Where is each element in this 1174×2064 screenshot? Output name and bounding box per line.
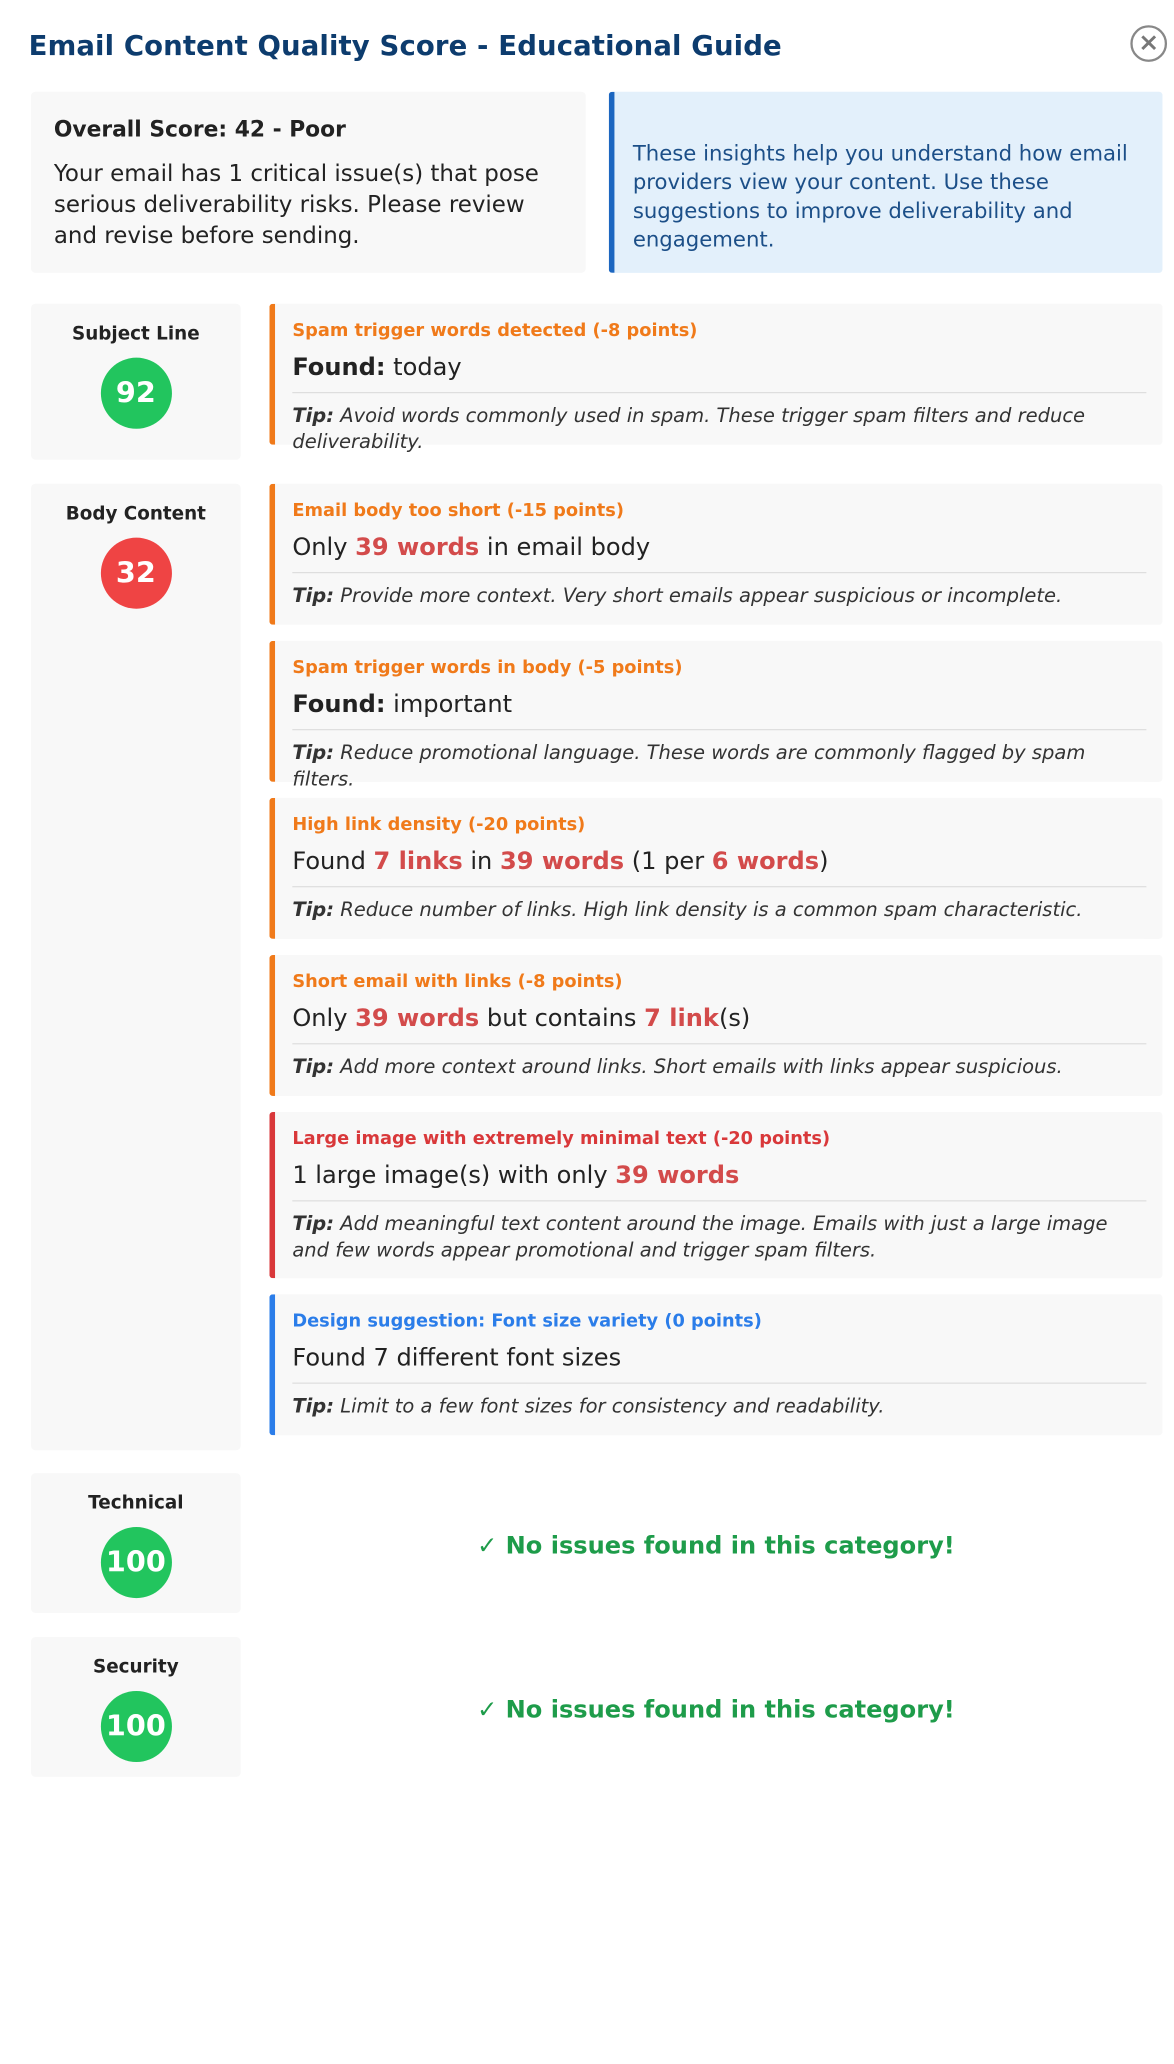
tip-label: Tip: — [292, 1395, 335, 1419]
issue-header: Spam trigger words detected (-8 points) — [292, 319, 698, 341]
detail-text: Found 7 different font sizes — [292, 1343, 622, 1372]
detail-highlight: 39 words — [499, 847, 625, 875]
issue-tip — [292, 1394, 1146, 1420]
detail-text: ) — [819, 847, 829, 875]
category-name: Technical — [88, 1491, 184, 1514]
issue-card — [269, 641, 1162, 792]
tip-text: Provide more context. Very short emails appear suspicious or incomplete. — [340, 584, 1063, 608]
issue-header: Email body too short (-15 points) — [292, 499, 625, 521]
issue-detail — [292, 1344, 1146, 1372]
issue-card — [269, 1294, 1162, 1435]
tip-text: Reduce promotional language. These words are commonly flagged by spam filters. — [292, 741, 1086, 792]
category-name: Body Content — [65, 502, 206, 524]
tip-label: Tip: — [292, 898, 335, 922]
divider — [292, 886, 1146, 887]
tip-label: Tip: — [292, 404, 335, 428]
detail-highlight: 39 words — [355, 1004, 480, 1032]
category-score: 92 — [100, 358, 171, 429]
divider — [292, 1043, 1146, 1044]
category-body-content — [31, 484, 241, 1450]
issue-detail — [292, 533, 1146, 561]
tip-text: Reduce number of links. High link density is a common spam characteristic. — [340, 898, 1083, 922]
divider — [292, 392, 1146, 393]
detail-text: 1 large image(s) with only — [292, 1161, 608, 1189]
tip-text: Avoid words commonly used in spam. These trigger spam filters and reduce deliverability. — [292, 404, 1086, 454]
detail-highlight: 7 links — [373, 847, 463, 875]
issue-tip — [292, 1212, 1146, 1265]
detail-text: in email body — [486, 533, 651, 561]
issue-card — [269, 1112, 1162, 1278]
detail-text: in — [470, 847, 493, 875]
issue-header: Design suggestion: Font size variety (0 points) — [292, 1310, 762, 1331]
issue-detail — [292, 1161, 1146, 1189]
divider — [292, 729, 1146, 730]
issue-detail — [292, 1004, 1146, 1032]
issue-card — [269, 484, 1162, 625]
category-name: Subject Line — [72, 322, 200, 344]
category-score: 32 — [100, 538, 171, 609]
tip-label: Tip: — [292, 741, 335, 765]
category-subject-line — [31, 304, 241, 460]
issue-tip — [292, 898, 1146, 924]
overall-score-text: Overall Score: 42 - Poor — [53, 116, 346, 143]
found-label: Found: — [292, 353, 386, 381]
tip-text: Add meaningful text content around the image. Emails with just a large image and few words appear promotional and trigger spam filters. — [292, 1212, 1108, 1263]
overall-score-card — [31, 92, 586, 273]
divider — [292, 1200, 1146, 1201]
issue-detail — [292, 690, 1146, 718]
detail-text: (1 per — [631, 847, 705, 875]
tip-label: Tip: — [292, 584, 335, 608]
issue-detail — [292, 353, 1146, 381]
info-text: These insights help you understand how email providers view your content. Use these suggestions to improve deliverability and engagement. — [632, 142, 1128, 253]
tip-text: Limit to a few font sizes for consistency and readability. — [340, 1395, 885, 1419]
no-issues-message: ✓ No issues found in this category! — [477, 1531, 955, 1560]
category-technical — [31, 1473, 241, 1613]
tip-label: Tip: — [292, 1055, 335, 1079]
tip-label: Tip: — [292, 1212, 335, 1236]
issue-header: Spam trigger words in body (-5 points) — [292, 656, 683, 678]
found-label: Found: — [292, 690, 386, 718]
detail-text: Only — [292, 533, 348, 561]
issue-header: Short email with links (-8 points) — [292, 971, 623, 992]
detail-highlight: 7 link — [644, 1004, 719, 1032]
issue-detail — [292, 847, 1146, 875]
category-score: 100 — [100, 1527, 171, 1598]
page-title: Email Content Quality Score - Educational Guide — [28, 29, 782, 62]
category-security — [31, 1637, 241, 1777]
close-icon[interactable]: × — [1130, 25, 1167, 62]
issue-header: High link density (-20 points) — [292, 813, 586, 835]
found-value: today — [393, 353, 462, 381]
found-value: important — [393, 690, 513, 718]
category-score: 100 — [100, 1691, 171, 1762]
detail-text: Found — [292, 847, 366, 875]
issue-tip — [292, 1055, 1146, 1081]
category-name: Security — [93, 1655, 179, 1678]
divider — [292, 1383, 1146, 1384]
info-banner — [609, 92, 1163, 273]
issue-tip — [292, 404, 1146, 457]
detail-text: (s) — [718, 1004, 751, 1032]
detail-highlight: 39 words — [615, 1161, 740, 1189]
overall-message: Your email has 1 critical issue(s) that pose serious deliverability risks. Please review and revise before sending. — [53, 159, 539, 249]
tip-text: Add more context around links. Short emails with links appear suspicious. — [340, 1055, 1063, 1079]
issue-card — [269, 304, 1162, 454]
detail-highlight: 39 words — [355, 533, 480, 561]
issue-card — [269, 955, 1162, 1096]
detail-text: Only — [292, 1004, 348, 1032]
issue-tip — [292, 584, 1146, 610]
divider — [292, 572, 1146, 573]
no-issues-message: ✓ No issues found in this category! — [477, 1695, 955, 1724]
issue-header: Large image with extremely minimal text (-20 points) — [292, 1128, 831, 1149]
detail-highlight: 6 words — [711, 847, 820, 875]
detail-text: but contains — [486, 1004, 637, 1032]
issue-card — [269, 798, 1162, 939]
issue-tip — [292, 741, 1146, 794]
